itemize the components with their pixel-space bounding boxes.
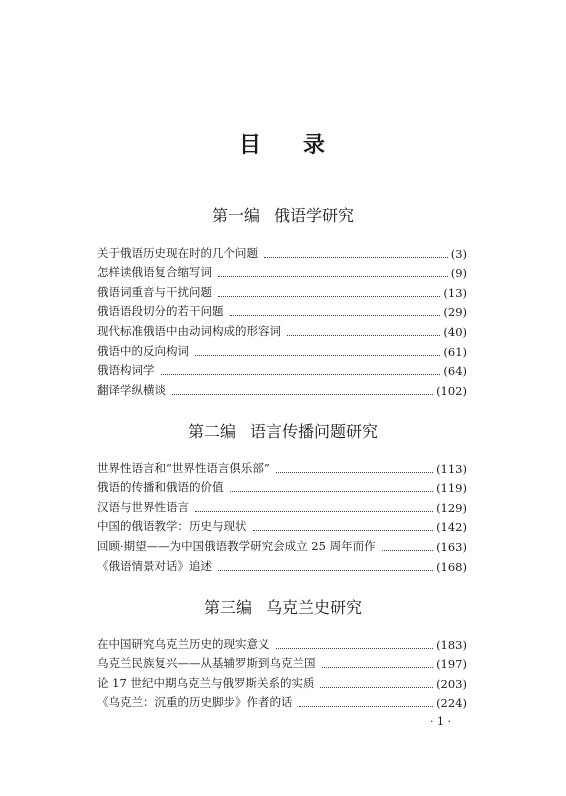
dot-leader	[276, 472, 433, 473]
toc-entry-page: (13)	[443, 285, 467, 300]
toc-entry-title: 中国的俄语教学：历史与现状	[97, 519, 247, 534]
toc-entry-page: (129)	[436, 500, 467, 515]
dot-leader	[230, 315, 441, 316]
toc-entry-page: (224)	[436, 696, 467, 711]
toc-entry-page: (113)	[436, 461, 467, 476]
toc-entry[interactable]	[97, 280, 467, 300]
toc-entry-title: 俄语的传播和俄语的价值	[97, 480, 224, 495]
toc-entry-page: (3)	[450, 246, 467, 261]
toc-entry-title: 俄语构词学	[97, 363, 155, 378]
toc-entry-title: 怎样读俄语复合缩写词	[97, 265, 212, 280]
toc-list-part-1	[97, 241, 467, 398]
toc-entry-page: (119)	[436, 481, 467, 496]
toc-entry-title: 《乌克兰：沉重的历史脚步》作者的话	[97, 695, 293, 710]
toc-entry[interactable]	[97, 261, 467, 281]
toc-entry-page: (29)	[443, 305, 467, 320]
toc-entry-title: 俄语中的反向构词	[97, 343, 189, 358]
toc-entry[interactable]	[97, 515, 467, 535]
toc-entry-title: 俄语词重音与干扰问题	[97, 284, 212, 299]
page-title	[0, 128, 566, 159]
dot-leader	[253, 530, 434, 531]
toc-entry-title: 世界性语言和“世界性语言俱乐部”	[97, 460, 270, 475]
part-name: 俄语学研究	[274, 206, 355, 225]
toc-entry[interactable]	[97, 691, 467, 711]
part-number: 第二编	[187, 422, 236, 441]
part-name: 语言传播问题研究	[250, 422, 379, 441]
toc-entry-title: 关于俄语历史现在时的几个问题	[97, 245, 258, 260]
toc-entry-page: (197)	[436, 657, 467, 672]
toc-entry-page: (9)	[450, 266, 467, 281]
toc-entry-page: (40)	[443, 324, 467, 339]
toc-entry[interactable]	[97, 495, 467, 515]
toc-entry-title: 俄语语段切分的若干问题	[97, 304, 224, 319]
toc-entry[interactable]	[97, 456, 467, 476]
page-title-char-1: 目	[238, 132, 263, 158]
toc-entry-page: (64)	[443, 364, 467, 379]
toc-entry-page: (61)	[443, 344, 467, 359]
toc-entry[interactable]	[97, 359, 467, 379]
dot-leader	[382, 550, 433, 551]
toc-entry-title: 论 17 世纪中期乌克兰与俄罗斯关系的实质	[97, 675, 315, 690]
toc-entry[interactable]	[97, 378, 467, 398]
toc-entry-page: (168)	[436, 559, 467, 574]
dot-leader	[264, 257, 448, 258]
toc-entry-title: 汉语与世界性语言	[97, 499, 189, 514]
dot-leader	[172, 394, 433, 395]
dot-leader	[218, 276, 448, 277]
dot-leader	[276, 648, 434, 649]
dot-leader	[161, 374, 441, 375]
toc-entry[interactable]	[97, 554, 467, 574]
toc-entry-page: (203)	[436, 676, 467, 691]
toc-entry-title: 现代标准俄语中由动词构成的形容词	[97, 323, 281, 338]
toc-entry[interactable]	[97, 319, 467, 339]
dot-leader	[195, 355, 440, 356]
toc-list-part-2	[97, 456, 467, 574]
dot-leader	[299, 706, 434, 707]
dot-leader	[320, 687, 433, 688]
part-heading-1	[0, 203, 566, 226]
dot-leader	[195, 511, 433, 512]
toc-entry[interactable]	[97, 476, 467, 496]
toc-entry-title: 回顾·期望——为中国俄语教学研究会成立 25 周年而作	[97, 538, 376, 553]
part-heading-3	[0, 595, 566, 618]
page-number: · 1 ·	[430, 715, 451, 728]
toc-list-part-3	[97, 632, 467, 710]
toc-entry-title: 乌克兰民族复兴——从基辅罗斯到乌克兰国	[97, 656, 316, 671]
toc-entry[interactable]	[97, 300, 467, 320]
dot-leader	[218, 570, 433, 571]
toc-entry-page: (183)	[436, 637, 467, 652]
toc-entry-title: 《俄语情景对话》追述	[97, 558, 212, 573]
page-title-char-2: 录	[303, 132, 328, 158]
toc-entry[interactable]	[97, 671, 467, 691]
toc-entry-title: 在中国研究乌克兰历史的现实意义	[97, 636, 270, 651]
toc-entry-page: (102)	[436, 383, 467, 398]
dot-leader	[287, 335, 440, 336]
dot-leader	[322, 667, 434, 668]
part-heading-2	[0, 419, 566, 442]
toc-entry[interactable]	[97, 534, 467, 554]
part-number: 第三编	[203, 598, 252, 617]
dot-leader	[218, 296, 440, 297]
toc-entry[interactable]	[97, 632, 467, 652]
toc-entry-page: (163)	[436, 539, 467, 554]
part-number: 第一编	[211, 206, 260, 225]
toc-entry[interactable]	[97, 241, 467, 261]
toc-entry[interactable]	[97, 652, 467, 672]
toc-entry[interactable]	[97, 339, 467, 359]
part-name: 乌克兰史研究	[266, 598, 363, 617]
toc-entry-title: 翻译学纵横谈	[97, 382, 166, 397]
toc-entry-page: (142)	[436, 520, 467, 535]
dot-leader	[230, 491, 434, 492]
